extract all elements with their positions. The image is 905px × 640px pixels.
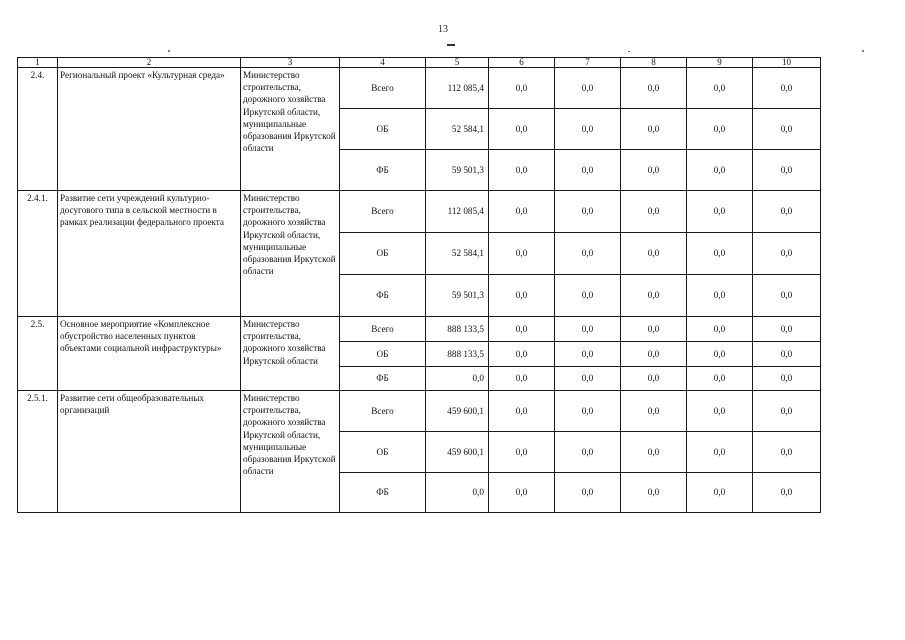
year-value: 0,0 [489, 391, 555, 432]
item-number: 2.5.1. [18, 391, 58, 513]
funding-source: ОБ [340, 342, 426, 367]
header-cell: 10 [753, 58, 821, 68]
funding-total: 0,0 [426, 367, 489, 391]
header-cell: 2 [58, 58, 241, 68]
item-name: Развитие сети общеобразовательных организаций [58, 391, 241, 513]
funding-source: ОБ [340, 432, 426, 473]
header-cell: 7 [555, 58, 621, 68]
year-value: 0,0 [687, 317, 753, 342]
header-cell: 5 [426, 58, 489, 68]
year-value: 0,0 [753, 233, 821, 275]
header-row [18, 58, 821, 68]
funding-total: 52 584,1 [426, 109, 489, 150]
year-value: 0,0 [753, 317, 821, 342]
year-value: 0,0 [489, 317, 555, 342]
year-value: 0,0 [753, 391, 821, 432]
year-value: 0,0 [621, 150, 687, 191]
scan-speck [628, 51, 630, 52]
header-cell: 1 [18, 58, 58, 68]
scan-artifact [447, 44, 455, 46]
funding-total: 888 133,5 [426, 317, 489, 342]
year-value: 0,0 [489, 150, 555, 191]
table-row [18, 68, 821, 109]
funding-source: ОБ [340, 233, 426, 275]
funding-source: ФБ [340, 150, 426, 191]
year-value: 0,0 [555, 317, 621, 342]
table-row [18, 317, 821, 342]
year-value: 0,0 [621, 432, 687, 473]
year-value: 0,0 [687, 367, 753, 391]
funding-total: 888 133,5 [426, 342, 489, 367]
year-value: 0,0 [687, 150, 753, 191]
table-row [18, 191, 821, 233]
year-value: 0,0 [621, 391, 687, 432]
funding-total: 59 501,3 [426, 150, 489, 191]
year-value: 0,0 [555, 275, 621, 317]
year-value: 0,0 [489, 68, 555, 109]
year-value: 0,0 [555, 68, 621, 109]
year-value: 0,0 [621, 473, 687, 513]
funding-total: 459 600,1 [426, 391, 489, 432]
funding-source: Всего [340, 391, 426, 432]
funding-source: Всего [340, 68, 426, 109]
year-value: 0,0 [621, 342, 687, 367]
year-value: 0,0 [555, 150, 621, 191]
funding-source: ФБ [340, 275, 426, 317]
item-name: Основное мероприятие «Комплексное обустройство населенных пунктов объектами социальной инфраструктуры» [58, 317, 241, 391]
year-value: 0,0 [555, 342, 621, 367]
item-executor: Министерство строительства, дорожного хозяйства Иркутской области, муниципальные образования Иркутской области [241, 191, 340, 317]
year-value: 0,0 [687, 432, 753, 473]
year-value: 0,0 [555, 432, 621, 473]
year-value: 0,0 [489, 275, 555, 317]
year-value: 0,0 [621, 317, 687, 342]
year-value: 0,0 [753, 191, 821, 233]
funding-total: 459 600,1 [426, 432, 489, 473]
year-value: 0,0 [555, 233, 621, 275]
header-cell: 6 [489, 58, 555, 68]
item-executor: Министерство строительства, дорожного хозяйства Иркутской области [241, 317, 340, 391]
funding-total: 52 584,1 [426, 233, 489, 275]
year-value: 0,0 [687, 233, 753, 275]
funding-source: Всего [340, 191, 426, 233]
scan-speck [862, 50, 864, 52]
item-name: Развитие сети учреждений культурно-досугового типа в сельской местности в рамках реализации федерального проекта [58, 191, 241, 317]
year-value: 0,0 [687, 342, 753, 367]
item-executor: Министерство строительства, дорожного хозяйства Иркутской области, муниципальные образования Иркутской области [241, 68, 340, 191]
funding-total: 112 085,4 [426, 68, 489, 109]
year-value: 0,0 [489, 109, 555, 150]
year-value: 0,0 [621, 367, 687, 391]
year-value: 0,0 [555, 367, 621, 391]
funding-source: ОБ [340, 109, 426, 150]
year-value: 0,0 [555, 191, 621, 233]
year-value: 0,0 [489, 367, 555, 391]
year-value: 0,0 [687, 191, 753, 233]
item-name: Региональный проект «Культурная среда» [58, 68, 241, 191]
table-row [18, 391, 821, 432]
year-value: 0,0 [687, 68, 753, 109]
year-value: 0,0 [489, 342, 555, 367]
year-value: 0,0 [489, 432, 555, 473]
year-value: 0,0 [687, 275, 753, 317]
year-value: 0,0 [621, 233, 687, 275]
year-value: 0,0 [489, 473, 555, 513]
item-number: 2.4.1. [18, 191, 58, 317]
year-value: 0,0 [753, 150, 821, 191]
year-value: 0,0 [489, 233, 555, 275]
funding-total: 112 085,4 [426, 191, 489, 233]
year-value: 0,0 [489, 191, 555, 233]
year-value: 0,0 [687, 473, 753, 513]
funding-source: ФБ [340, 473, 426, 513]
year-value: 0,0 [555, 109, 621, 150]
header-cell: 8 [621, 58, 687, 68]
funding-source: ФБ [340, 367, 426, 391]
year-value: 0,0 [555, 473, 621, 513]
header-cell: 9 [687, 58, 753, 68]
year-value: 0,0 [621, 191, 687, 233]
year-value: 0,0 [753, 109, 821, 150]
header-cell: 4 [340, 58, 426, 68]
budget-table [17, 57, 821, 513]
year-value: 0,0 [687, 391, 753, 432]
year-value: 0,0 [621, 68, 687, 109]
year-value: 0,0 [753, 342, 821, 367]
funding-source: Всего [340, 317, 426, 342]
item-number: 2.5. [18, 317, 58, 391]
page-number: 13 [438, 24, 448, 35]
year-value: 0,0 [753, 68, 821, 109]
year-value: 0,0 [753, 275, 821, 317]
year-value: 0,0 [555, 391, 621, 432]
header-cell: 3 [241, 58, 340, 68]
year-value: 0,0 [753, 432, 821, 473]
year-value: 0,0 [621, 109, 687, 150]
item-number: 2.4. [18, 68, 58, 191]
year-value: 0,0 [753, 473, 821, 513]
scan-speck [168, 50, 170, 52]
funding-total: 0,0 [426, 473, 489, 513]
funding-total: 59 501,3 [426, 275, 489, 317]
year-value: 0,0 [621, 275, 687, 317]
year-value: 0,0 [753, 367, 821, 391]
item-executor: Министерство строительства, дорожного хозяйства Иркутской области, муниципальные образования Иркутской области [241, 391, 340, 513]
year-value: 0,0 [687, 109, 753, 150]
